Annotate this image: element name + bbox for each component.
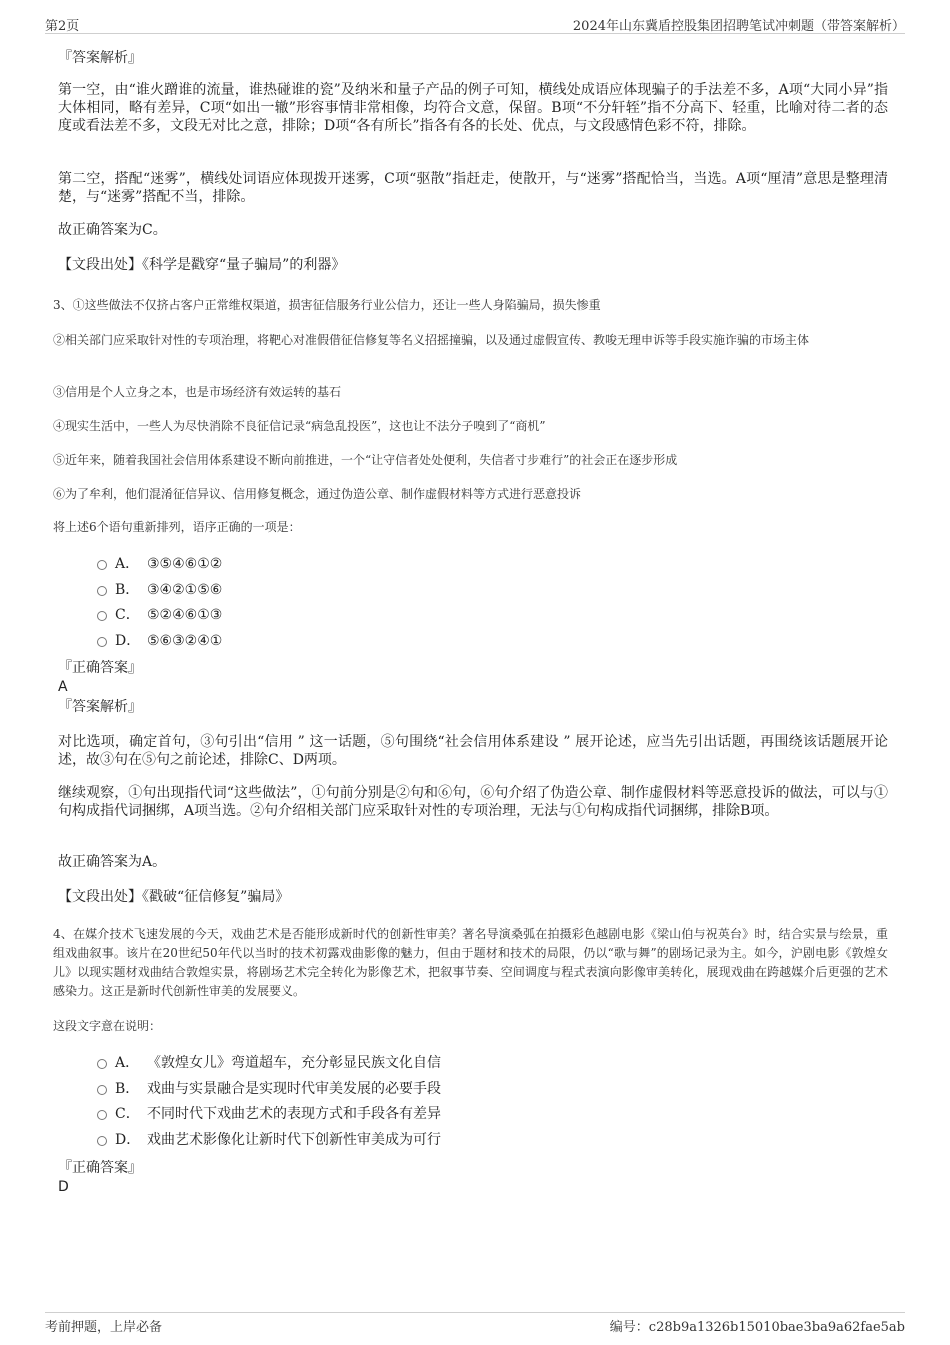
q4-correct-answer: D [58, 1179, 69, 1195]
q3-sentence-6: ⑥为了牟利，他们混淆征信异议、信用修复概念，通过伪造公章、制作虚假材料等方式进行恶意投诉 [53, 487, 582, 501]
q3-source: 【文段出处】《戳破“征信修复”骗局》 [58, 889, 290, 905]
radio-icon[interactable] [97, 1059, 107, 1069]
option-text: 戏曲艺术影像化让新时代下创新性审美成为可行 [147, 1132, 441, 1148]
footer-slogan: 考前押题，上岸必备 [45, 1320, 163, 1335]
radio-icon[interactable] [97, 586, 107, 596]
q3-option-d[interactable] [97, 631, 517, 651]
page-footer [45, 1312, 905, 1337]
radio-icon[interactable] [97, 1136, 107, 1146]
option-letter: B． [115, 1081, 140, 1097]
option-letter: A． [115, 556, 140, 572]
q3-analysis-label: 『答案解析』 [58, 699, 142, 715]
q3-prompt: 将上述6个语句重新排列，语序正确的一项是： [53, 520, 301, 534]
option-letter: C． [115, 607, 140, 623]
q3-sentence-2: ②相关部门应采取针对性的专项治理，将靶心对准假借征信修复等名义招摇撞骗，以及通过虚假宣传、教唆无理申诉等手段实施诈骗的市场主体 [53, 333, 810, 347]
q4-correct-label: 『正确答案』 [58, 1160, 142, 1176]
radio-icon[interactable] [97, 1110, 107, 1120]
q3-option-a[interactable] [97, 554, 517, 574]
q4-option-a[interactable] [97, 1053, 517, 1073]
q3-analysis-p2: 继续观察，①句出现指代词“这些做法”，①句前分别是②句和⑥句，⑥句介绍了伪造公章、制作虚假材料等恶意投诉的做法，可以与①句构成指代词捆绑，A项当选。②句介绍相关部门应采取针对性的专项治理，无法与①句构成指代词捆绑，排除B项。 [58, 785, 888, 819]
option-letter: D． [115, 1132, 141, 1148]
q3-sentence-1: 3、①这些做法不仅挤占客户正常维权渠道，损害征信服务行业公信力，还让一些人身陷骗局，损失惨重 [53, 298, 601, 312]
q3-final-answer: 故正确答案为A。 [58, 854, 167, 870]
q3-correct-label: 『正确答案』 [58, 660, 142, 676]
option-text: ③⑤④⑥①② [147, 556, 223, 572]
document-title: 2024年山东冀盾控股集团招聘笔试冲刺题（带答案解析） [572, 19, 905, 34]
q2-source: 【文段出处】《科学是戳穿“量子骗局”的利器》 [58, 257, 346, 273]
q2-analysis-p1: 第一空，由“谁火蹭谁的流量，谁热碰谁的瓷”及纳米和量子产品的例子可知，横线处成语应体现骗子的手法差不多，A项“大同小异”指大体相同，略有差异，C项“如出一辙”形容事情非常相像，均符合文意，保留。B项“不分轩轾”指不分高下、轻重，比喻对待二者的态度或看法差不多，文段无对比之意，排除；D项“各有所长”指各有各的长处、优点，与文段感情色彩不符，排除。 [58, 82, 888, 134]
q3-option-b[interactable] [97, 580, 517, 600]
document-id: 编号：c28b9a1326b15010bae3ba9a62fae5ab [609, 1320, 905, 1335]
q3-sentence-4: ④现实生活中，一些人为尽快消除不良征信记录“病急乱投医”，这也让不法分子嗅到了“商机” [53, 419, 546, 433]
q3-sentence-3: ③信用是个人立身之本，也是市场经济有效运转的基石 [53, 385, 342, 399]
radio-icon[interactable] [97, 611, 107, 621]
q3-analysis-p1: 对比选项，确定首句，③句引出“信用 ” 这一话题，⑤句围绕“社会信用体系建设 ” 展开论述，应当先引出话题，再围绕该话题展开论述，故③句在⑤句之前论述，排除C、D两项。 [58, 734, 888, 768]
radio-icon[interactable] [97, 560, 107, 570]
q4-stem: 4、在媒介技术飞速发展的今天，戏曲艺术是否能形成新时代的创新性审美？著名导演桑弧在拍摄彩色越剧电影《梁山伯与祝英台》时，结合实景与绘景，重组戏曲叙事。该片在20世纪50年代以当时的技术初露戏曲影像的魅力，但由于题材和技术的局限，仍以“歌与舞”的剧场记录为主。如今，沪剧电影《敦煌女儿》以现实题材戏曲结合敦煌实景，将剧场艺术完全转化为影像艺术，把叙事节奏、空间调度与程式表演向影像审美转化，展现戏曲在跨越媒介后更强的艺术感染力。这正是新时代创新性审美的发展要义。 [53, 927, 888, 998]
option-text: 《敦煌女儿》弯道超车，充分彰显民族文化自信 [147, 1055, 441, 1071]
option-text: 戏曲与实景融合是实现时代审美发展的必要手段 [147, 1081, 441, 1097]
page-header [45, 13, 905, 34]
option-text: 不同时代下戏曲艺术的表现方式和手段各有差异 [147, 1106, 441, 1122]
option-text: ⑤②④⑥①③ [147, 607, 223, 623]
option-text: ③④②①⑤⑥ [147, 582, 223, 598]
q4-option-c[interactable] [97, 1104, 517, 1124]
q4-option-b[interactable] [97, 1079, 517, 1099]
option-text: ⑤⑥③②④① [147, 633, 223, 649]
q2-analysis-p2: 第二空，搭配“迷雾”，横线处词语应体现拨开迷雾，C项“驱散”指赶走，使散开，与“迷雾”搭配恰当，当选。A项“厘清”意思是整理清楚，与“迷雾”搭配不当，排除。 [58, 171, 888, 205]
q3-option-c[interactable] [97, 605, 517, 625]
option-letter: C． [115, 1106, 140, 1122]
q3-sentence-5: ⑤近年来，随着我国社会信用体系建设不断向前推进，一个“让守信者处处便利，失信者寸步难行”的社会正在逐步形成 [53, 453, 678, 467]
radio-icon[interactable] [97, 1085, 107, 1095]
q2-final-answer: 故正确答案为C。 [58, 222, 167, 238]
q2-analysis-label: 『答案解析』 [58, 50, 142, 66]
option-letter: D． [115, 633, 141, 649]
option-letter: A． [115, 1055, 140, 1071]
option-letter: B． [115, 582, 140, 598]
radio-icon[interactable] [97, 637, 107, 647]
q4-option-d[interactable] [97, 1130, 517, 1150]
page-number: 第2页 [45, 19, 80, 34]
q3-correct-answer: A [58, 679, 68, 695]
q4-prompt: 这段文字意在说明： [53, 1019, 162, 1033]
